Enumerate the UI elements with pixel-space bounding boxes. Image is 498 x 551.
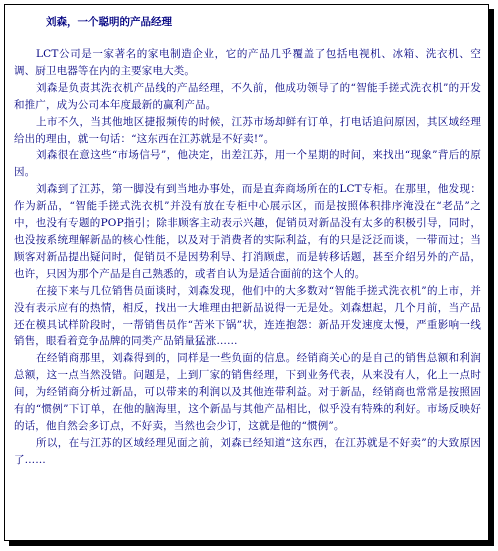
case-study-text-box xyxy=(4,4,489,541)
paragraph-sales-interviews: 在接下来与几位销售员面谈时，刘森发现，他们中的大多数对“智能手搓式洗衣机”的上市，并没有表示应有的热情，相反，找出一大堆理由把新品说得一无是处。刘森想起，几个月前，当产品还在模具试样阶段时，一帮销售员作“苦米下锅”状，连连抱怨：新品开发速度太慢，严重影响一线销售，眼看着竞争品牌的同类产品销量猛涨…… xyxy=(14,284,481,348)
paragraph-store-visit: 刘森到了江苏，第一脚没有到当地办事处，而是直奔商场所在的LCT专柜。在那里，他发现：作为新品，“智能手搓式洗衣机”并没有放在专柜中心展示区，而是按照体积排序淹没在“老品”之中，也没有专题的POP指引；除非顾客主动表示兴趣，促销员对新品没有太多的积极引导，同时，也没按系统理解新品的核心性能，以及对于消费者的实际利益，有的只是泛泛而谈，一带而过；当顾客对新品提出疑问时，促销员不是因势利导、打消顾虑，而是转移话题，甚至介绍另外的产品，也许，只因为那个产品是自己熟悉的，或者自认为是适合面前的这个人的。 xyxy=(14,183,481,280)
case-title: 刘森，一个聪明的产品经理 xyxy=(46,16,172,28)
paragraph-distributors: 在经销商那里，刘森得到的，同样是一些负面的信息。经销商关心的是自己的销售总额和利润总额，这一点当然没错。问题是，上到厂家的销售经理，下到业务代表，从来没有人，化上一点时间，为经销商分析过新品，可以带来的利润以及其他连带利益。对于新品，经销商也常常是按照固有的“惯例”下订单，在他的脑海里，这个新品与其他产品相比，似乎没有特殊的利好。市场反映好的话，他自然会多订点，不好卖，当然也会少订，这就是他的“惯例”。 xyxy=(14,352,481,432)
paragraph-conclusion: 所以，在与江苏的区域经理见面之前，刘森已经知道“这东西，在江苏就是不好卖”的大致原因了…… xyxy=(14,436,481,466)
paragraph-product-manager: 刘森是负责其洗衣机产品线的产品经理，不久前，他成功领导了的“智能手搓式洗衣机”的开发和推广，成为公司本年度最新的赢利产品。 xyxy=(14,81,481,111)
paragraph-business-trip: 刘森很在意这些“市场信号”，他决定，出差江苏，用一个星期的时间，来找出“现象”背后的原因。 xyxy=(14,149,481,179)
paragraph-jiangsu-market: 上市不久，当其他地区捷报频传的时候，江苏市场却鲜有订单，打电话追问原因，其区域经理给出的理由，就一句话：“这东西在江苏就是不好卖!”。 xyxy=(14,115,481,145)
paragraph-company-intro: LCT公司是一家著名的家电制造企业，它的产品几乎覆盖了包括电视机、冰箱、洗衣机、空调、厨卫电器等在内的主要家电大类。 xyxy=(14,48,481,77)
